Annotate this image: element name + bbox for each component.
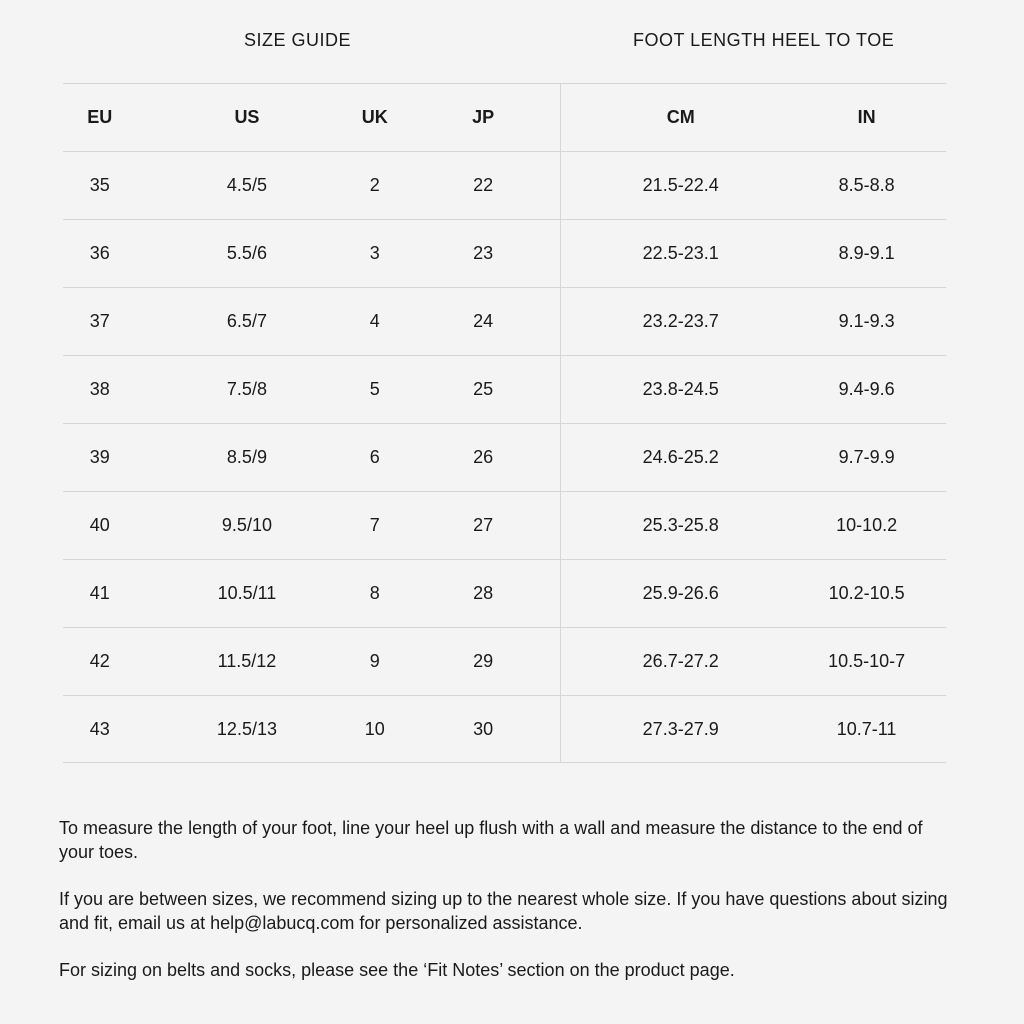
cell-in: 9.4-9.6 xyxy=(838,379,895,399)
cell-cm: 23.8-24.5 xyxy=(642,379,719,399)
cell-us: 11.5/12 xyxy=(217,651,277,671)
cell-us: 10.5/11 xyxy=(217,583,277,603)
cell-us: 12.5/13 xyxy=(216,718,277,739)
cell-jp: 30 xyxy=(473,718,494,739)
cell-jp: 28 xyxy=(473,583,494,603)
cell-in: 10-10.2 xyxy=(836,515,898,535)
cell-eu: 37 xyxy=(89,311,110,331)
note-belts-socks: For sizing on belts and socks, please see the ‘Fit Notes’ section on the product page. xyxy=(59,960,735,980)
cell-jp: 22 xyxy=(473,175,494,195)
cell-cm: 26.7-27.2 xyxy=(642,651,719,671)
size-table xyxy=(63,83,946,763)
cell-in: 8.5-8.8 xyxy=(838,175,895,195)
cell-cm: 25.9-26.6 xyxy=(642,583,719,603)
cell-jp: 25 xyxy=(473,379,494,399)
table-row xyxy=(63,219,946,287)
cell-jp: 29 xyxy=(473,651,494,671)
foot-length-heading: FOOT LENGTH HEEL TO TOE xyxy=(633,30,895,50)
cell-jp: 24 xyxy=(473,311,494,331)
column-header-uk: UK xyxy=(361,107,388,127)
cell-cm: 21.5-22.4 xyxy=(642,175,719,195)
cell-eu: 35 xyxy=(89,175,110,195)
cell-uk: 9 xyxy=(369,651,380,671)
table-row xyxy=(63,627,946,695)
table-row xyxy=(63,491,946,559)
table-row xyxy=(63,695,946,763)
cell-cm: 24.6-25.2 xyxy=(642,447,719,467)
cell-cm: 23.2-23.7 xyxy=(642,311,719,331)
size-guide-heading: SIZE GUIDE xyxy=(244,30,352,50)
header-row xyxy=(63,83,946,151)
cell-eu: 39 xyxy=(89,447,110,467)
cell-us: 8.5/9 xyxy=(226,447,267,467)
column-header-us: US xyxy=(234,107,260,127)
cell-in: 10.5-10-7 xyxy=(828,651,906,671)
cell-in: 8.9-9.1 xyxy=(838,243,895,263)
cell-eu: 38 xyxy=(89,379,110,399)
column-header-jp: JP xyxy=(472,107,495,127)
cell-us: 4.5/5 xyxy=(226,175,267,195)
table-row xyxy=(63,151,946,219)
column-header-cm: CM xyxy=(666,107,695,127)
table-row xyxy=(63,355,946,423)
cell-cm: 22.5-23.1 xyxy=(642,243,719,263)
cell-us: 5.5/6 xyxy=(226,243,267,263)
sizing-notes xyxy=(59,816,959,1005)
note-between-sizes: If you are between sizes, we recommend sizing up to the nearest whole size. If you have questions about sizing and fit, email us at help@labucq.com for personalized assistance. xyxy=(59,889,948,933)
cell-cm: 25.3-25.8 xyxy=(642,515,719,535)
cell-eu: 42 xyxy=(89,651,110,671)
column-divider xyxy=(560,83,561,763)
cell-in: 10.7-11 xyxy=(836,718,897,739)
cell-us: 9.5/10 xyxy=(221,515,272,535)
cell-eu: 40 xyxy=(89,515,110,535)
table-row xyxy=(63,559,946,627)
cell-in: 9.7-9.9 xyxy=(838,447,895,467)
cell-jp: 27 xyxy=(473,515,494,535)
cell-uk: 4 xyxy=(369,311,380,331)
cell-uk: 2 xyxy=(369,175,380,195)
cell-uk: 3 xyxy=(369,243,380,263)
column-header-eu: EU xyxy=(87,107,113,127)
cell-uk: 8 xyxy=(369,583,380,603)
cell-us: 7.5/8 xyxy=(226,379,267,399)
cell-us: 6.5/7 xyxy=(226,311,267,331)
cell-in: 10.2-10.5 xyxy=(828,583,905,603)
cell-eu: 36 xyxy=(89,243,110,263)
cell-uk: 5 xyxy=(369,379,380,399)
cell-eu: 43 xyxy=(89,718,110,739)
cell-uk: 6 xyxy=(369,447,380,467)
table-row xyxy=(63,287,946,355)
column-header-in: IN xyxy=(857,107,876,127)
table-row xyxy=(63,423,946,491)
cell-uk: 10 xyxy=(364,718,385,739)
cell-jp: 23 xyxy=(473,243,494,263)
cell-uk: 7 xyxy=(369,515,380,535)
note-measure: To measure the length of your foot, line your heel up flush with a wall and measure the distance to the end of your toes. xyxy=(59,818,923,862)
cell-jp: 26 xyxy=(473,447,494,467)
cell-in: 9.1-9.3 xyxy=(838,311,895,331)
cell-cm: 27.3-27.9 xyxy=(642,718,719,739)
cell-eu: 41 xyxy=(89,583,110,603)
